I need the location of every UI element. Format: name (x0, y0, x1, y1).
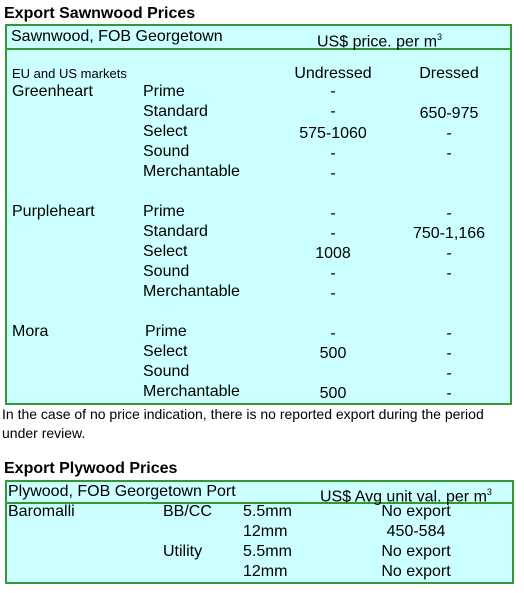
undressed-value: 1008 (315, 245, 351, 262)
dressed-value: - (446, 325, 452, 342)
dressed-value: - (446, 265, 452, 282)
undressed-value: 500 (319, 385, 347, 402)
undressed-value: - (330, 285, 336, 302)
dressed-value: 650-975 (419, 105, 479, 122)
plywood-title: Export Plywood Prices (4, 460, 178, 477)
plywood-header-left: Plywood, FOB Georgetown Port (8, 483, 236, 500)
undressed-value: 575-1060 (299, 125, 367, 142)
undressed-value: - (330, 225, 336, 242)
dressed-value: - (446, 365, 452, 382)
plywood-value: No export (381, 543, 451, 560)
grade-label: Select (143, 343, 188, 360)
plywood-header-sup: 3 (486, 487, 492, 497)
grade-label: Standard (143, 103, 208, 120)
plywood-value: 450-584 (386, 523, 446, 540)
plywood-table (5, 480, 514, 584)
sawnwood-table (5, 24, 512, 405)
plywood-header-row (7, 482, 512, 504)
undressed-value: - (330, 205, 336, 222)
plywood-grade: BB/CC (163, 503, 212, 520)
undressed-value: - (330, 83, 336, 100)
sawnwood-header-right-text: US$ price. per m (317, 33, 438, 51)
undressed-value: - (330, 325, 336, 342)
sawnwood-header-right (317, 27, 442, 52)
grade-label: Select (143, 123, 188, 140)
plywood-size: 12mm (243, 523, 288, 540)
plywood-value: No export (381, 563, 451, 580)
dressed-value: 750-1,166 (412, 225, 486, 242)
sawnwood-header-row (7, 26, 510, 50)
dressed-value: - (446, 245, 452, 262)
grade-label: Select (143, 243, 188, 260)
col-undressed-header: Undressed (294, 65, 372, 82)
dressed-value: - (446, 385, 452, 402)
plywood-size: 12mm (243, 563, 288, 580)
species-greenheart: Greenheart (12, 83, 93, 100)
grade-label: Sound (143, 363, 190, 380)
market-label: EU and US markets (12, 66, 127, 81)
plywood-grade: Utility (163, 543, 203, 560)
grade-label: Prime (143, 203, 185, 220)
sawnwood-header-left: Sawnwood, FOB Georgetown (11, 28, 223, 45)
sawnwood-title: Export Sawnwood Prices (4, 5, 196, 22)
sawnwood-note: In the case of no price indication, there is no reported export during the period under review. (2, 406, 484, 441)
undressed-value: - (330, 165, 336, 182)
grade-label: Prime (145, 323, 187, 340)
grade-label: Standard (143, 223, 208, 240)
grade-label: Prime (143, 83, 185, 100)
plywood-size: 5.5mm (243, 543, 292, 560)
grade-label: Merchantable (143, 163, 240, 180)
col-dressed-header: Dressed (419, 65, 479, 82)
plywood-value: No export (381, 503, 451, 520)
species-baromalli: Baromalli (8, 503, 75, 520)
grade-label: Merchantable (143, 283, 240, 300)
plywood-header-right-text: US$ Avg unit val. per m (320, 488, 487, 506)
undressed-value: 500 (319, 345, 347, 362)
plywood-size: 5.5mm (243, 503, 292, 520)
dressed-value: - (446, 345, 452, 362)
undressed-value: - (330, 265, 336, 282)
dressed-value: - (446, 145, 452, 162)
species-purpleheart: Purpleheart (12, 203, 95, 220)
grade-label: Sound (143, 143, 190, 160)
dressed-value: - (446, 205, 452, 222)
undressed-value: - (330, 103, 336, 120)
undressed-value: - (330, 145, 336, 162)
dressed-value: - (446, 125, 452, 142)
species-mora: Mora (12, 323, 49, 340)
grade-label: Merchantable (143, 383, 240, 400)
sawnwood-header-sup: 3 (437, 32, 443, 42)
grade-label: Sound (143, 263, 190, 280)
